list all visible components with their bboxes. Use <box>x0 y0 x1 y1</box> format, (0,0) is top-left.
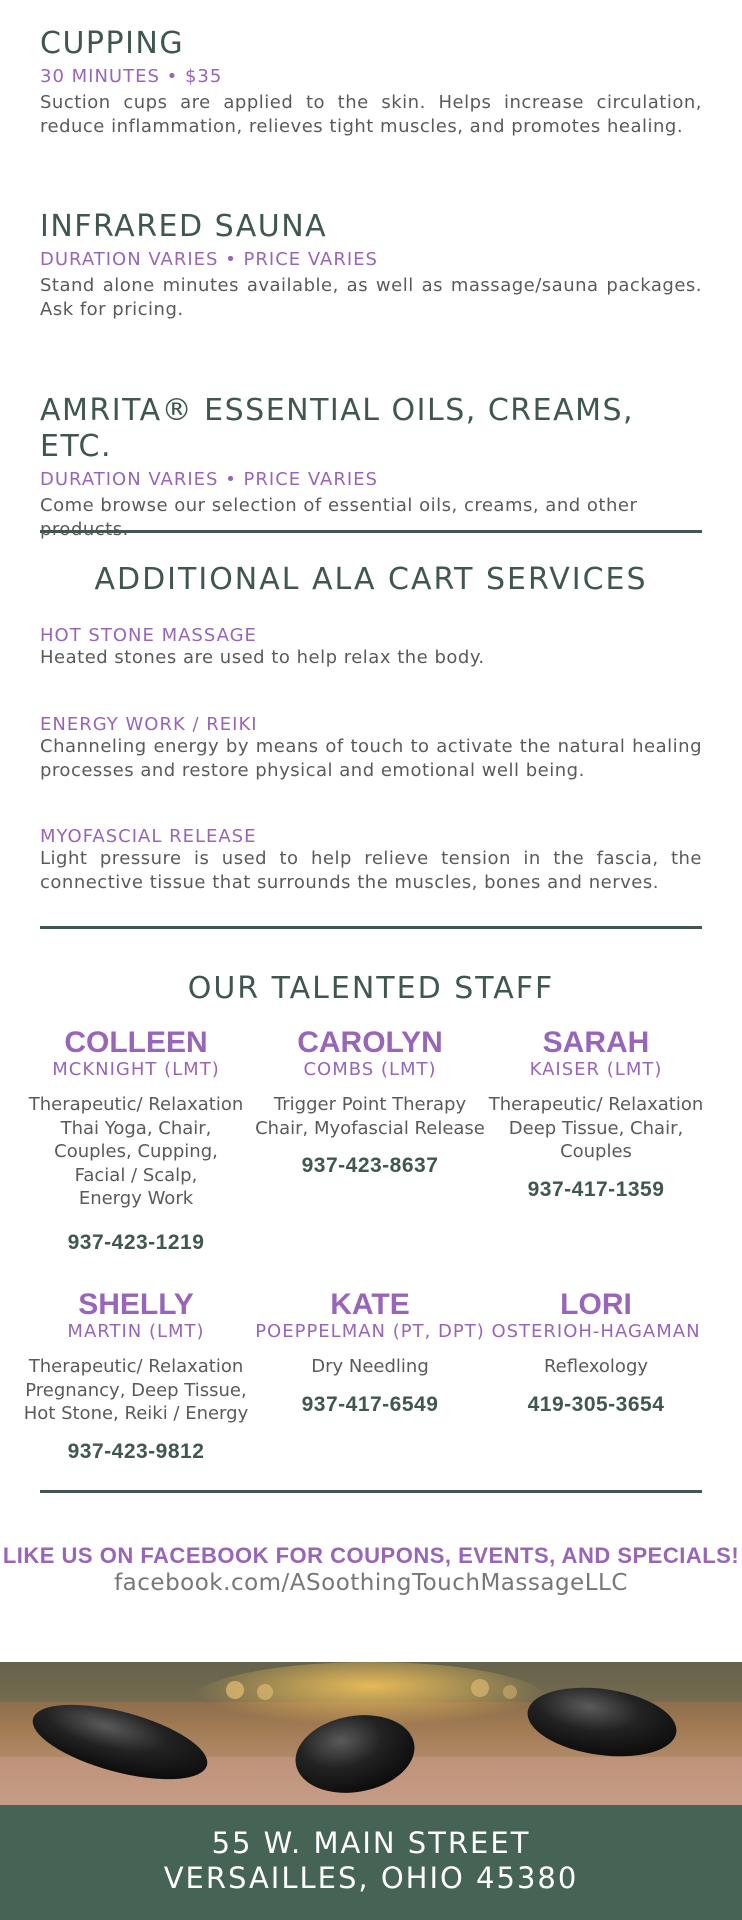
address-line-1: 55 W. MAIN STREET <box>211 1826 531 1860</box>
service-description: Stand alone minutes available, as well as massage/sauna packages. Ask for pricing. <box>40 275 702 320</box>
staff-phone[interactable]: 937-417-6549 <box>301 1392 439 1416</box>
staff-last-name: COMBS (LMT) <box>303 1059 437 1080</box>
ala-item-myofascial <box>40 826 702 895</box>
ala-item-description: Light pressure is used to help relieve tension in the fascia, the connective tissue that surrounds the muscles, bones and nerves. <box>40 848 702 893</box>
staff-last-name: MCKNIGHT (LMT) <box>52 1059 220 1080</box>
staff-card-kate <box>250 1289 490 1417</box>
staff-heading: OUR TALENTED STAFF <box>187 971 555 1006</box>
ala-cart-heading: ADDITIONAL ALA CART SERVICES <box>94 562 648 597</box>
address-line-2: VERSAILLES, OHIO 45380 <box>163 1861 579 1895</box>
specialty-line: Hot Stone, Reiki / Energy <box>23 1403 249 1424</box>
staff-card-shelly <box>16 1289 256 1464</box>
staff-card-colleen <box>16 1027 256 1255</box>
staff-specialties <box>476 1093 716 1164</box>
specialty-line: Dry Needling <box>311 1356 429 1377</box>
specialty-line: Trigger Point Therapy <box>273 1094 467 1115</box>
ala-item-title: MYOFASCIAL RELEASE <box>40 826 257 847</box>
staff-last-name: MARTIN (LMT) <box>67 1321 205 1342</box>
specialty-line: Facial / Scalp, <box>74 1164 198 1186</box>
specialty-line: Deep Tissue, Chair, <box>508 1117 684 1139</box>
staff-phone[interactable]: 937-423-9812 <box>67 1439 205 1463</box>
specialty-line: Therapeutic/ Relaxation <box>28 1094 244 1115</box>
specialty-line: Energy Work <box>78 1188 194 1209</box>
staff-first-name: KATE <box>330 1288 410 1321</box>
ala-item-hot-stone <box>40 625 702 670</box>
service-cupping <box>40 26 702 139</box>
staff-first-name: LORI <box>560 1288 632 1321</box>
divider <box>40 926 702 929</box>
service-meta: DURATION VARIES • PRICE VARIES <box>40 469 378 490</box>
staff-specialties <box>250 1093 490 1140</box>
service-title: INFRARED SAUNA <box>40 209 328 244</box>
staff-specialties <box>16 1093 256 1211</box>
specialty-line: Chair, Myofascial Release <box>255 1117 485 1139</box>
service-meta: DURATION VARIES • PRICE VARIES <box>40 249 378 270</box>
ala-item-description: Heated stones are used to help relax the body. <box>40 647 485 668</box>
ala-item-reiki <box>40 714 702 783</box>
facebook-link[interactable]: facebook.com/ASoothingTouchMassageLLC <box>114 1570 628 1596</box>
specialty-line: Couples <box>560 1141 632 1162</box>
service-title: CUPPING <box>40 26 185 61</box>
staff-last-name: KAISER (LMT) <box>529 1059 663 1080</box>
staff-card-lori <box>476 1289 716 1417</box>
ala-item-title: ENERGY WORK / REIKI <box>40 714 258 735</box>
facebook-cta: LIKE US ON FACEBOOK FOR COUPONS, EVENTS, AND SPECIALS! <box>2 1543 740 1568</box>
service-description: Come browse our selection of essential oils, creams, and other <box>40 495 638 516</box>
staff-specialties <box>16 1355 256 1426</box>
staff-first-name: COLLEEN <box>64 1026 208 1059</box>
specialty-line: Reflexology <box>543 1356 649 1377</box>
divider <box>40 530 702 533</box>
staff-specialties <box>476 1355 716 1379</box>
address-footer <box>0 1805 742 1920</box>
staff-phone[interactable]: 419-305-3654 <box>527 1392 665 1416</box>
staff-last-name: POEPPELMAN (PT, DPT) <box>255 1321 485 1342</box>
ala-item-description: Channeling energy by means of touch to activate the natural healing processes and restore physical and emotional well being. <box>40 736 702 781</box>
staff-specialties <box>250 1355 490 1379</box>
staff-card-sarah <box>476 1027 716 1202</box>
staff-last-name: OSTERIOH-HAGAMAN <box>491 1321 701 1342</box>
specialty-line: Thai Yoga, Chair, <box>60 1117 212 1139</box>
service-title: AMRITA® ESSENTIAL OILS, CREAMS, ETC. <box>40 393 635 464</box>
hot-stones-image <box>0 1662 742 1805</box>
service-meta: 30 MINUTES • $35 <box>40 66 223 87</box>
specialty-line: Therapeutic/ Relaxation <box>488 1094 704 1115</box>
staff-phone[interactable]: 937-423-1219 <box>67 1230 205 1254</box>
staff-first-name: CAROLYN <box>297 1026 443 1059</box>
specialty-line: Pregnancy, Deep Tissue, <box>25 1379 247 1401</box>
specialty-line: Therapeutic/ Relaxation <box>28 1356 244 1377</box>
divider <box>40 1490 702 1493</box>
hot-stones-photo <box>0 1662 742 1805</box>
staff-first-name: SHELLY <box>78 1288 194 1321</box>
service-essential-oils <box>40 393 702 542</box>
ala-item-title: HOT STONE MASSAGE <box>40 625 257 646</box>
staff-phone[interactable]: 937-423-8637 <box>301 1154 439 1177</box>
service-description: Suction cups are applied to the skin. Helps increase circulation, reduce inflammation, relieves tight muscles, and promotes healing. <box>40 92 702 137</box>
staff-first-name: SARAH <box>542 1026 650 1059</box>
staff-phone[interactable]: 937-417-1359 <box>527 1177 665 1201</box>
specialty-line: Couples, Cupping, <box>54 1141 218 1162</box>
staff-card-carolyn <box>250 1027 490 1178</box>
service-infrared-sauna <box>40 209 702 322</box>
